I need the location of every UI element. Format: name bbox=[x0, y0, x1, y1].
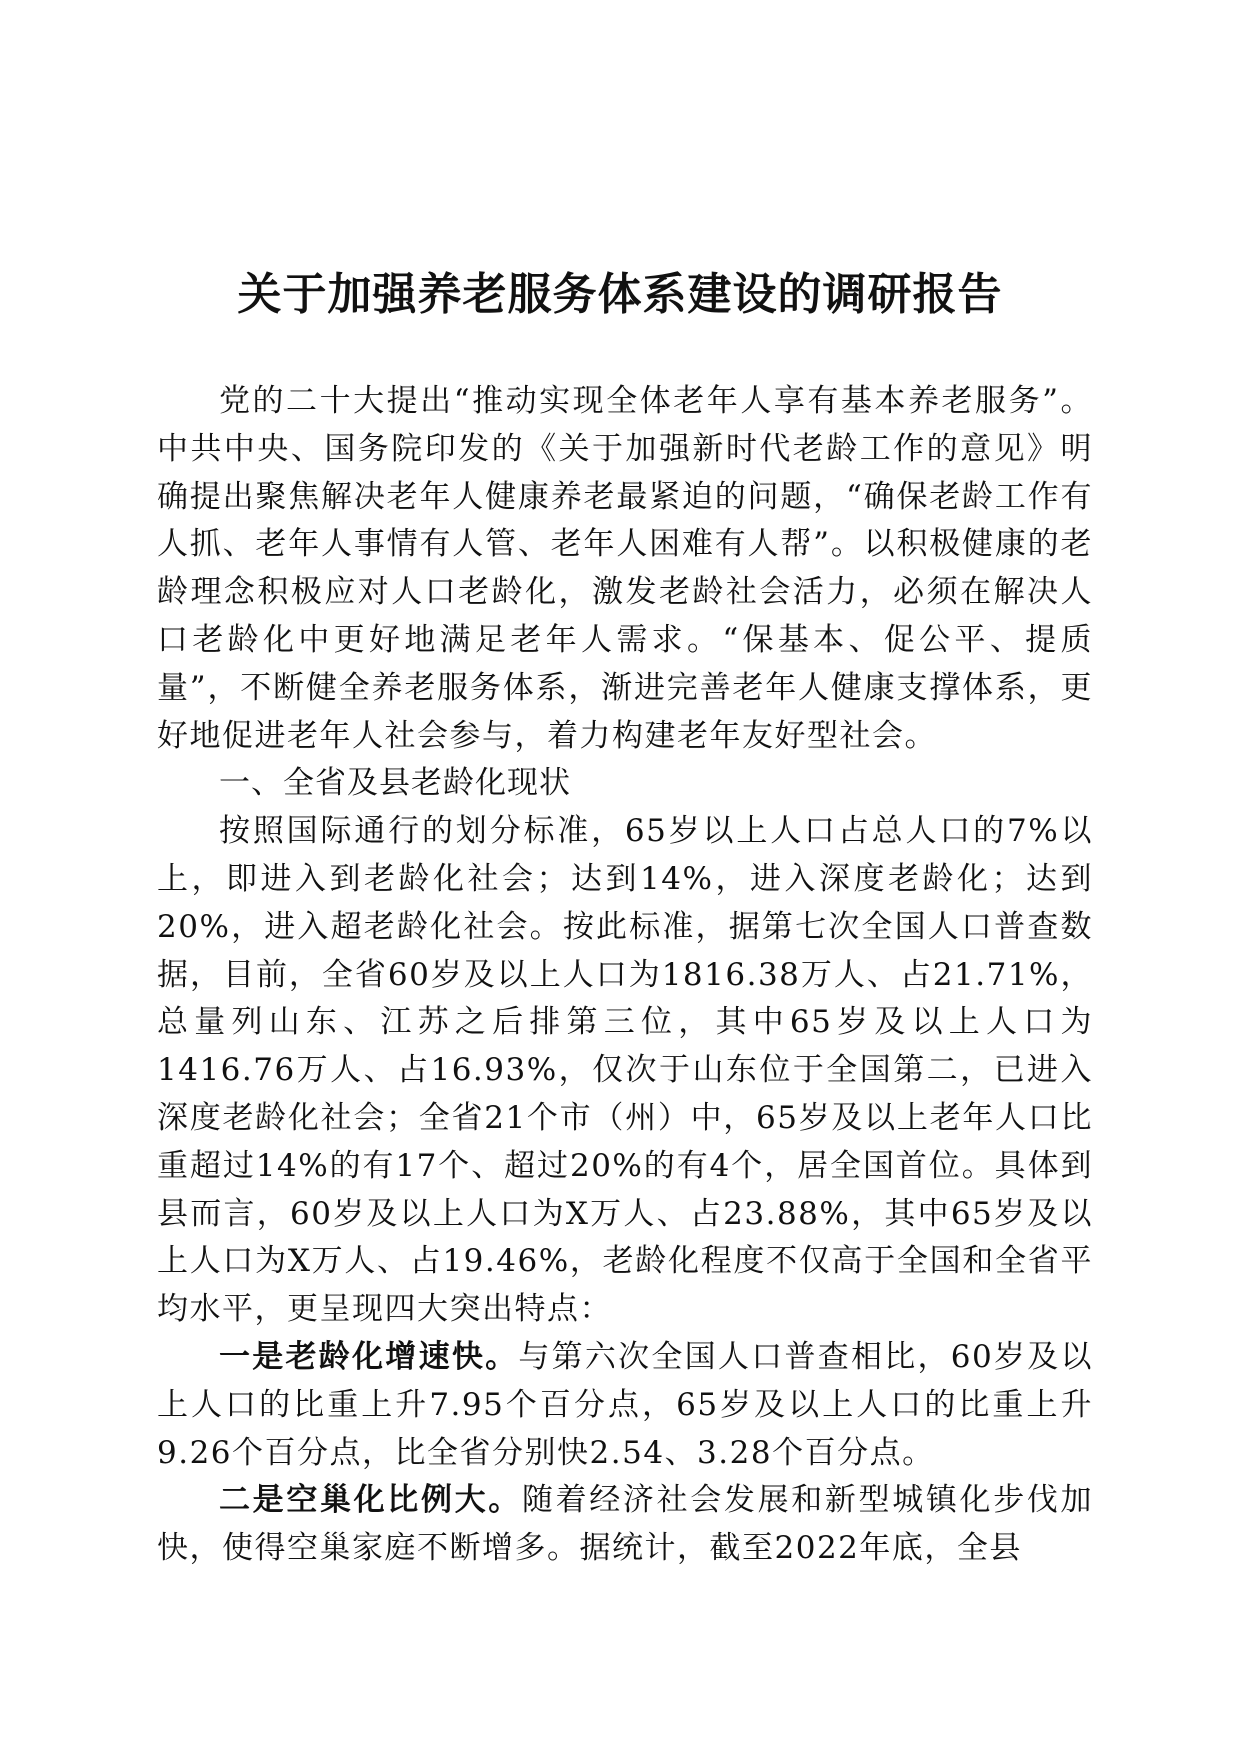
point2-lead: 二是空巢化比例大。 bbox=[219, 1482, 522, 1519]
document-body bbox=[157, 378, 1093, 1573]
point1-lead: 一是老龄化增速快。 bbox=[219, 1338, 519, 1375]
intro-paragraph: 党的二十大提出“推动实现全体老年人享有基本养老服务”。中共中央、国务院印发的《关于加强新时代老龄工作的意见》明确提出聚焦解决老年人健康养老最紧迫的问题，“确保老龄工作有人抓、老年人事情有人管、老年人困难有人帮”。以积极健康的老龄理念积极应对人口老龄化，激发老龄社会活力，必须在解决人口老龄化中更好地满足老年人需求。“保基本、促公平、提质量”，不断健全养老服务体系，渐进完善老年人健康支撑体系，更好地促进老年人社会参与，着力构建老年友好型社会。 bbox=[157, 383, 1093, 754]
point2-paragraph bbox=[157, 1477, 1093, 1573]
section-heading-1: 一、全省及县老龄化现状 bbox=[219, 765, 571, 802]
point1-paragraph bbox=[157, 1334, 1093, 1477]
document-title: 关于加强养老服务体系建设的调研报告 bbox=[237, 269, 1003, 320]
point1-text: 与第六次全国人口普查相比，60岁及以上人口的比重上升7.95个百分点，65岁及以上人口的比重上升9.26个百分点，比全省分别快2.54、3.28个百分点。 bbox=[157, 1338, 1093, 1471]
section1-paragraph: 按照国际通行的划分标准，65岁以上人口占总人口的7%以上，即进入到老龄化社会；达到14%，进入深度老龄化；达到20%，进入超老龄化社会。按此标准，据第七次全国人口普查数据，目前，全省60岁及以上人口为1816.38万人、占21.71%，总量列山东、江苏之后排第三位，其中65岁及以上人口为1416.76万人、占16.93%，仅次于山东位于全国第二，已进入深度老龄化社会；全省21个市（州）中，65岁及以上老年人口比重超过14%的有17个、超过20%的有4个，居全国首位。具体到县而言，60岁及以上人口为X万人、占23.88%，其中65岁及以上人口为X万人、占19.46%，老龄化程度不仅高于全国和全省平均水平，更呈现四大突出特点： bbox=[157, 813, 1093, 1328]
point2-text: 随着经济社会发展和新型城镇化步伐加快，使得空巢家庭不断增多。据统计，截至2022年底，全县 bbox=[157, 1482, 1094, 1567]
